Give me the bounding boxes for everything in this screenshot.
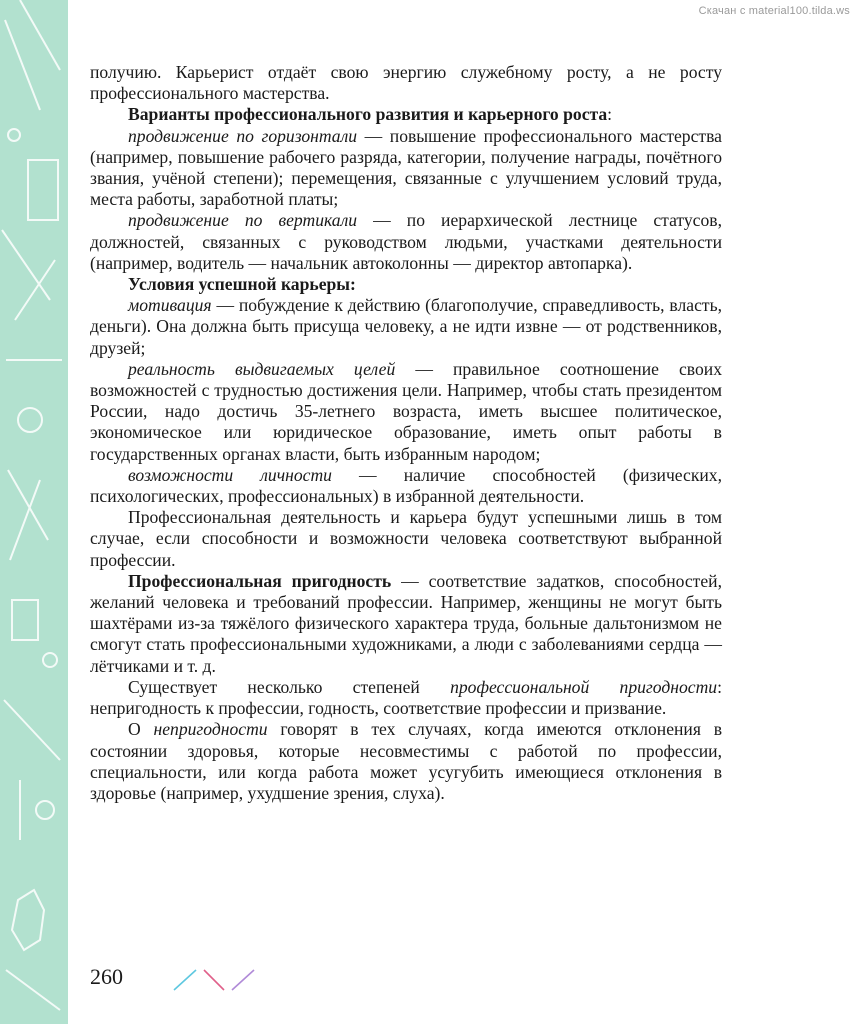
heading-career-variants: Варианты профессионального развития и карьерного роста [128,104,608,125]
page-number-decoration [172,966,262,992]
term-vertical: продвижение по вертикали [128,210,358,231]
deco-line-pink [204,970,224,990]
heading-success-conditions: Условия успешной карьеры: [128,274,356,295]
term-professional-suitability: профессиональной пригодности [450,676,718,697]
item-motivation: мотивация — побуждение к действию (благополучие, справедливость, власть, деньги). Она должна быть присуща человеку, а не идти извне — от родственников, друзей; [90,295,722,358]
page-body [90,62,722,804]
paragraph-career-variants: Варианты профессионального развития и карьерного роста: [128,104,613,125]
download-watermark: Скачан с material100.tilda.ws [698,5,850,17]
paragraph-degrees: Существует несколько степеней профессиональной пригодности: непригодность к профессии, годность, соответствие профессии и призвание. [90,676,722,719]
item-goals: реальность выдвигаемых целей — правильное соотношение своих возможностей с трудностью достижения цели. Например, чтобы стать президентом России, надо достичь 35-летнего возраста, иметь высшее политическое, экономическое или юридическое образование, иметь опыт работы в государственных органах власти, быть избранным народом; [90,358,723,464]
geometric-pattern [0,0,68,1024]
term-horizontal: продвижение по горизонтали [128,125,358,146]
term-unsuitability: непригодности [153,719,268,740]
term-motivation: мотивация [128,295,212,316]
paragraph-1: получию. Карьерист отдаёт свою энергию служебному росту, а не росту профессионального мастерства. [90,62,722,104]
paragraph-success-conditions [90,274,722,295]
paragraph-unsuitability: О непригодности говорят в тех случаях, когда имеются отклонения в состоянии здоровья, которые несовместимы с работой по профессии, специальности, или когда работа может усугубить имеющиеся отклонения в здоровье (например, ухудшение зрения, слуха). [90,719,723,803]
item-vertical: продвижение по вертикали — по иерархической лестнице статусов, должностей, связанных с руководством людьми, участками деятельности (например, водитель — начальник автоколонны — директор автопарка). [90,210,722,273]
deco-line-purple [232,970,254,990]
item-personality: возможности личности — наличие способностей (физических, психологических, профессиональных) в избранной деятельности. [90,464,723,507]
decorative-side-band [0,0,68,1024]
term-goals: реальность выдвигаемых целей [128,358,396,379]
term-suitability: Профессиональная пригодность [128,570,392,591]
term-personality: возможности личности [128,464,332,485]
paragraph-success: Профессиональная деятельность и карьера будут успешными лишь в том случае, если способности и возможности человека соответствуют выбранной профессии. [90,507,722,570]
paragraph-suitability: Профессиональная пригодность — соответствие задатков, способностей, желаний человека и требований профессии. Например, женщины не могут быть шахтёрами из-за тяжёлого физического характера труда, больные дальтонизмом не смогут стать профессиональными художниками, а люди с заболеваниями сердца — лётчиками и т. д. [90,570,722,676]
item-horizontal: продвижение по горизонтали — повышение профессионального мастерства (например, повышение рабочего разряда, категории, получение награды, почётного звания, учёной степени); перемещения, связанные с улучшением условий труда, места работы, заработной платы; [90,125,722,210]
page-number: 260 [90,964,123,989]
deco-line-cyan [174,970,196,990]
